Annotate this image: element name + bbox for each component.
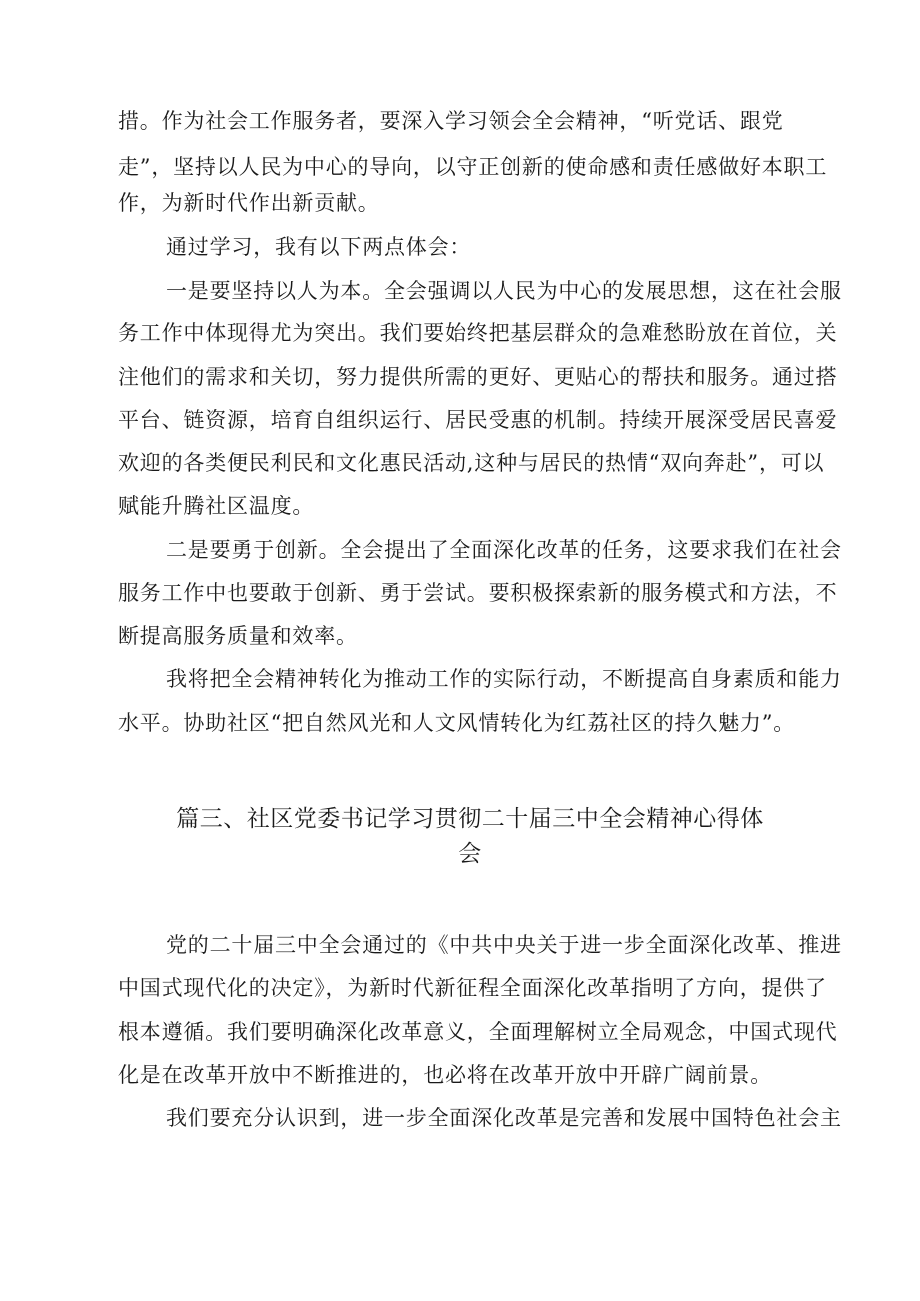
paragraph-line: 化是在改革开放中不断推进的，也必将在改革开放中开辟广阔前景。 (118, 1063, 772, 1087)
paragraph-line: 服务工作中也要敢于创新、勇于尝试。要积极探索新的服务模式和方法，不 (118, 581, 838, 605)
paragraph-line: 断提高服务质量和效率。 (118, 624, 358, 648)
section-heading-continuation: 会 (458, 841, 482, 867)
paragraph-line: 根本遵循。我们要明确深化改革意义，全面理解树立全局观念，中国式现代 (118, 1020, 838, 1044)
section-heading: 篇三、社区党委书记学习贯彻二十届三中全会精神心得体 (176, 806, 764, 832)
paragraph-line: 二是要勇于创新。全会提出了全面深化改革的任务，这要求我们在社会 (166, 538, 842, 562)
paragraph-line: 欢迎的各类便民利民和文化惠民活动,这种与居民的热情“双向奔赴”，可以 (118, 451, 825, 475)
paragraph-line: 我们要充分认识到，进一步全面深化改革是完善和发展中国特色社会主 (166, 1106, 842, 1130)
paragraph-line: 作，为新时代作出新贡献。 (118, 191, 380, 215)
paragraph-line: 一是要坚持以人为本。全会强调以人民为中心的发展思想，这在社会服 (166, 279, 842, 303)
paragraph-line: 我将把全会精神转化为推动工作的实际行动，不断提高自身素质和能力 (166, 667, 842, 691)
paragraph-line: 中国式现代化的决定》，为新时代新征程全面深化改革指明了方向，提供了 (118, 976, 827, 1000)
paragraph-line: 党的二十届三中全会通过的《中共中央关于进一步全面深化改革、推进 (166, 933, 842, 957)
paragraph-line: 措。作为社会工作服务者，要深入学习领会全会精神，“听党话、跟党 (118, 109, 784, 133)
paragraph-line: 水平。协助社区“把自然风光和人文风情转化为红荔社区的持久魅力”。 (118, 711, 796, 735)
paragraph-line: 平台、链资源，培育自组织运行、居民受惠的机制。持续开展深受居民喜爱 (118, 408, 838, 432)
paragraph-line: 赋能升腾社区温度。 (118, 494, 315, 518)
paragraph-line: 走”，坚持以人民为中心的导向，以守正创新的使命感和责任感做好本职工 (118, 155, 828, 179)
paragraph-line: 注他们的需求和关切，努力提供所需的更好、更贴心的帮扶和服务。通过搭 (118, 365, 838, 389)
paragraph-line: 务工作中体现得尤为突出。我们要始终把基层群众的急难愁盼放在首位，关 (118, 321, 838, 345)
paragraph-line: 通过学习，我有以下两点体会： (166, 235, 472, 259)
